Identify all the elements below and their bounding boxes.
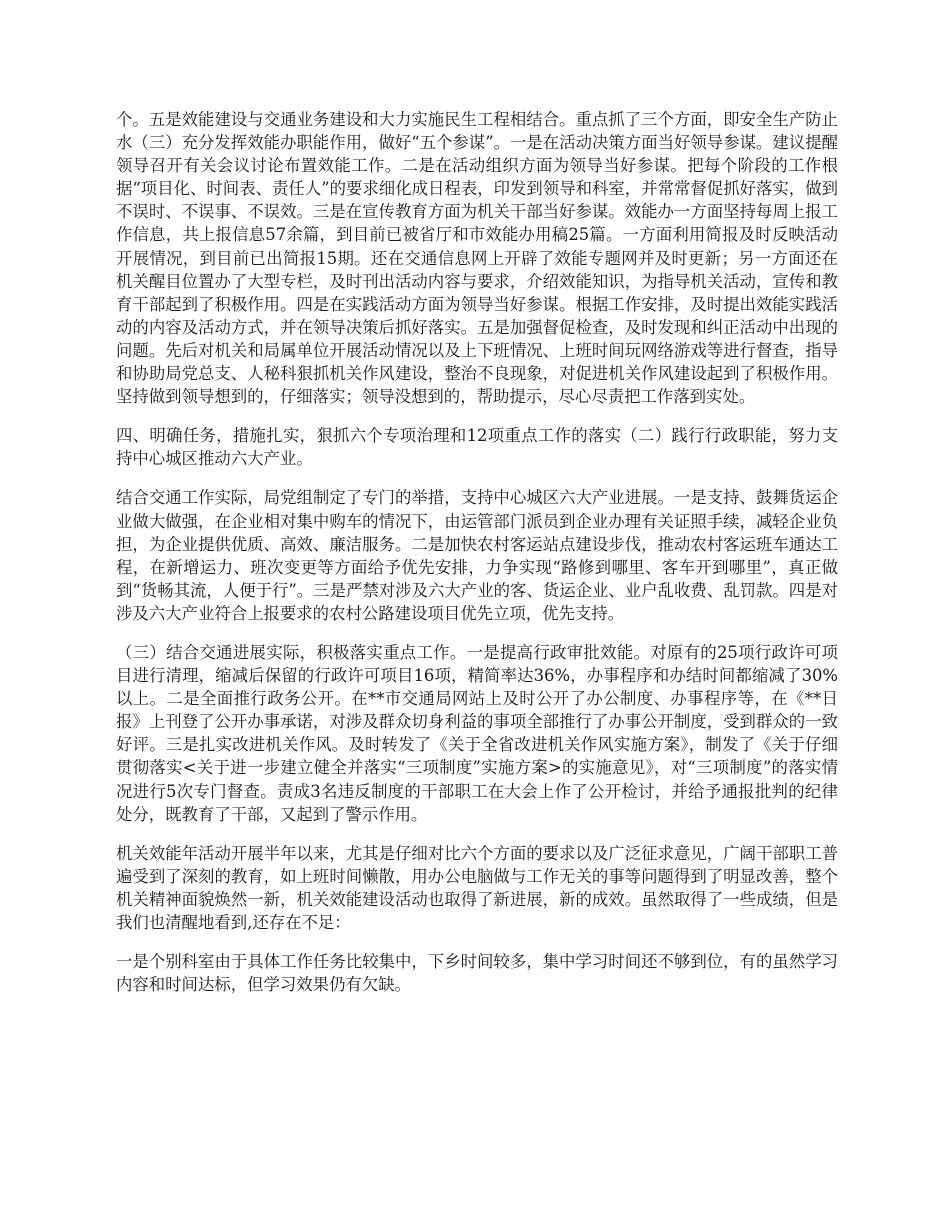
paragraph-efficiency-advisors: 个。五是效能建设与交通业务建设和大力实施民生工程相结合。重点抓了三个方面，即安全生产防止水（三）充分发挥效能办职能作用，做好“五个参谋”。一是在活动决策方面当好领导参谋。建议提醒领导召开有关会议讨论布置效能工作。二是在活动组织方面为领导当好参谋。把每个阶段的工作根据“项目化、时间表、责任人”的要求细化成日程表，印发到领导和科室，并常常督促抓好落实，做到不误时、不误事、不误效。三是在宣传教育方面为机关干部当好参谋。效能办一方面坚持每周上报工作信息，共上报信息57余篇，到目前已被省厅和市效能办用稿25篇。一方面利用简报及时反映活动开展情况，到目前已出简报15期。还在交通信息网上开辟了效能专题网并及时更新；另一方面还在机关醒目位置办了大型专栏，及时刊出活动内容与要求，介绍效能知识，为指导机关活动，宣传和教育干部起到了积极作用。四是在实践活动方面为领导当好参谋。根据工作安排，及时提出效能实践活动的内容及活动方式，并在领导决策后抓好落实。五是加强督促检查，及时发现和纠正活动中出现的问题。先后对机关和局属单位开展活动情况以及上下班情况、上班时间玩网络游戏等进行督查，指导和协助局党总支、人秘科狠抓机关作风建设，整治不良现象，对促进机关作风建设起到了积极作用。坚持做到领导想到的，仔细落实；领导没想到的，帮助提示，尽心尽责把工作落到实处。	[116, 110, 838, 407]
paragraph-section-four-heading: 四、明确任务，措施扎实，狠抓六个专项治理和12项重点工作的落实（二）践行行政职能，努力支持中心城区推动六大产业。	[116, 426, 838, 469]
paragraph-half-year-summary: 机关效能年活动开展半年以来，尤其是仔细对比六个方面的要求以及广泛征求意见，广阔干部职工普遍受到了深刻的教育，如上班时间懒散，用办公电脑做与工作无关的事等问题得到了明显改善，整个机关精神面貌焕然一新，机关效能建设活动也取得了新进展，新的成效。虽然取得了一些成绩，但是我们也清醒地看到,还存在不足：	[116, 843, 838, 932]
paragraph-key-work: （三）结合交通进展实际，积极落实重点工作。一是提高行政审批效能。对原有的25项行政许可项目进行清理，缩减后保留的行政许可项目16项，精简率达36%，办事程序和办结时间都缩减了30%以上。二是全面推行政务公开。在**市交通局网站上及时公开了办公制度、办事程序等，在《**日报》上刊登了公开办事承诺，对涉及群众切身利益的事项全部推行了办事公开制度，受到群众的一致好评。三是扎实改进机关作风。及时转发了《关于全省改进机关作风实施方案》，制发了《关于仔细贯彻落实<关于进一步建立健全并落实“三项制度”实施方案>的实施意见》，对“三项制度”的落实情况进行5次专门督查。责成3名违反制度的干部职工在大会上作了公开检讨，并给予通报批判的纪律处分，既教育了干部，又起到了警示作用。	[116, 642, 838, 824]
paragraph-six-industries: 结合交通工作实际，局党组制定了专门的举措，支持中心城区六大产业进展。一是支持、鼓舞货运企业做大做强，在企业相对集中购车的情况下，由运管部门派员到企业办理有关证照手续，减轻企业负担，为企业提供优质、高效、廉洁服务。二是加快农村客运站点建设步伐，推动农村客运班车通达工程，在新增运力、班次变更等方面给予优先安排，力争实现“路修到哪里、客车开到哪里”，真正做到“货畅其流，人便于行”。三是严禁对涉及六大产业的客、货运企业、业户乱收费、乱罚款。四是对涉及六大产业符合上报要求的农村公路建设项目优先立项，优先支持。	[116, 488, 838, 623]
document-body	[116, 108, 838, 1012]
paragraph-shortcoming-one: 一是个别科室由于具体工作任务比较集中，下乡时间较多，集中学习时间还不够到位，有的虽然学习内容和时间达标，但学习效果仍有欠缺。	[116, 952, 838, 995]
